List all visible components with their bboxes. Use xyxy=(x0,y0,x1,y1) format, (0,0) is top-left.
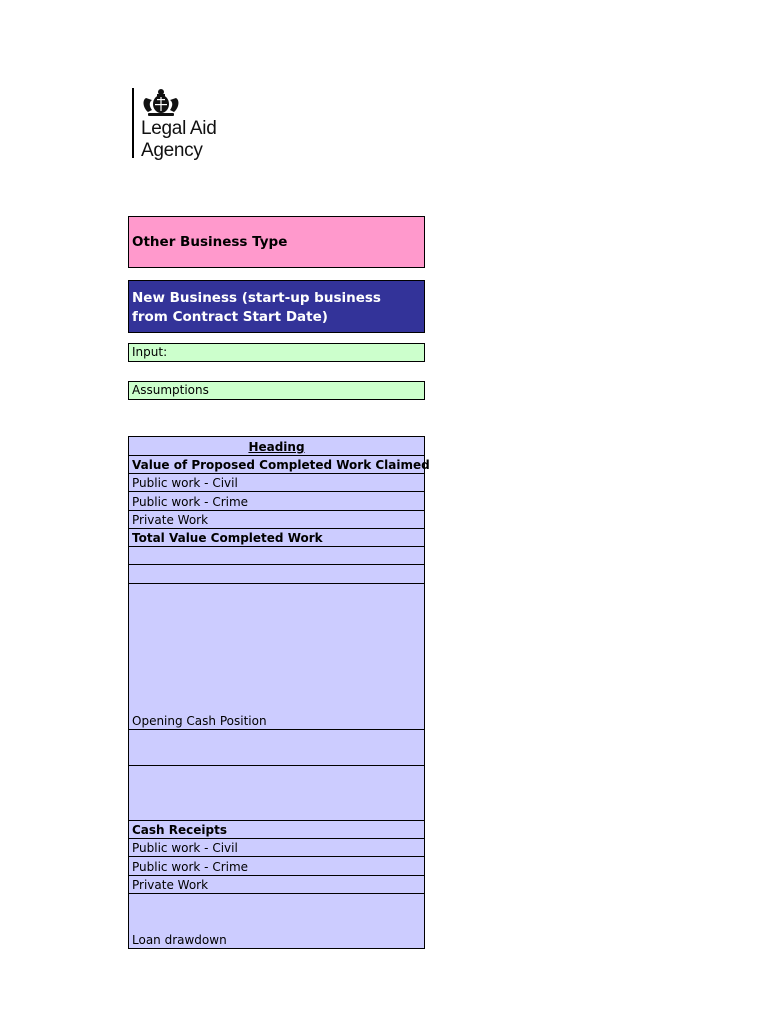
row-label: Opening Cash Position xyxy=(132,714,267,728)
royal-crest-icon xyxy=(140,86,182,118)
table-row xyxy=(128,876,425,894)
table-header-label: Heading xyxy=(248,440,305,454)
row-label: Private Work xyxy=(132,513,209,527)
row-label: Public work - Civil xyxy=(132,476,238,490)
table-row xyxy=(128,547,425,565)
table-row xyxy=(128,492,425,511)
logo-text-line-2: Agency xyxy=(141,140,203,161)
input-key-label: Input: xyxy=(132,345,168,359)
business-status-banner xyxy=(128,280,425,333)
row-label: Value of Proposed Completed Work Claimed xyxy=(132,458,430,472)
business-type-label: Other Business Type xyxy=(132,234,288,250)
heading-table xyxy=(128,436,430,949)
table-row xyxy=(128,511,425,529)
assumptions-key-cell xyxy=(128,381,425,400)
business-type-banner xyxy=(128,216,425,268)
row-label: Cash Receipts xyxy=(132,823,227,837)
table-row xyxy=(128,565,425,584)
row-label: Public work - Civil xyxy=(132,841,238,855)
row-label: Loan drawdown xyxy=(132,933,227,947)
table-row xyxy=(128,529,425,547)
row-label: Total Value Completed Work xyxy=(132,531,323,545)
table-row xyxy=(128,456,430,474)
table-header-cell xyxy=(128,437,425,456)
assumptions-key-label: Assumptions xyxy=(132,383,209,397)
business-status-label: New Business (start-up business from Contract Start Date) xyxy=(132,290,381,325)
table-row xyxy=(128,766,425,821)
table-row xyxy=(128,857,425,876)
legal-aid-agency-logo xyxy=(132,86,242,162)
input-key-cell xyxy=(128,343,425,362)
row-label: Public work - Crime xyxy=(132,860,249,874)
table-row xyxy=(128,474,425,492)
table-row xyxy=(128,894,425,949)
logo-divider xyxy=(132,88,134,158)
table-row xyxy=(128,730,425,766)
table-row xyxy=(128,839,425,857)
logo-text-line-1: Legal Aid xyxy=(141,118,217,139)
table-row xyxy=(128,821,425,839)
row-label: Public work - Crime xyxy=(132,495,249,509)
row-label: Private Work xyxy=(132,878,209,892)
table-row xyxy=(128,584,425,730)
